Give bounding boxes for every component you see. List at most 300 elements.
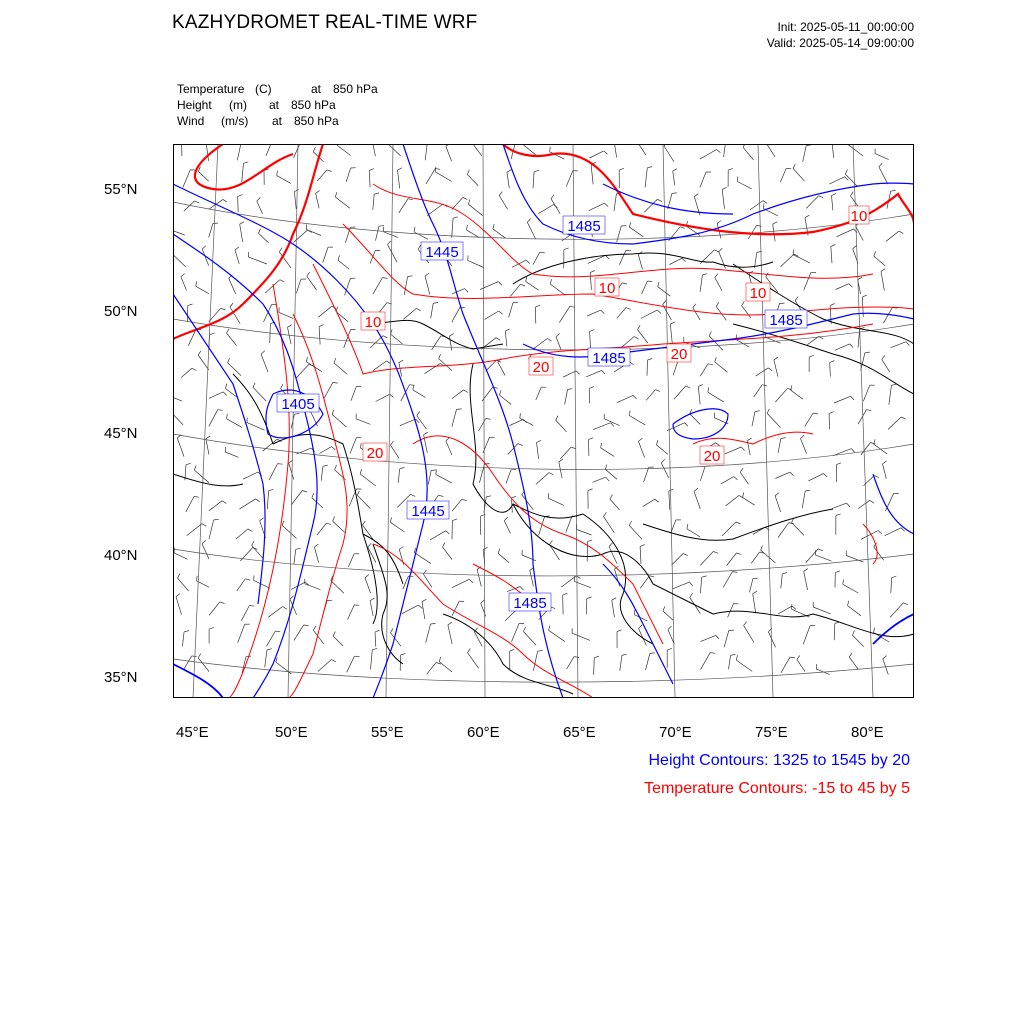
wind-barb-flag: [792, 606, 796, 609]
wind-barb-flag: [327, 170, 332, 172]
svg-text:10: 10: [598, 280, 616, 297]
wind-barb-flag: [862, 295, 867, 297]
wind-barb-flag: [413, 385, 414, 390]
wind-barb: [767, 413, 781, 427]
wind-barb: [806, 549, 818, 563]
wind-barb-flag: [655, 390, 660, 392]
wind-barb: [728, 604, 734, 618]
wind-barb: [722, 190, 724, 209]
wind-barb: [452, 499, 462, 511]
wind-barb-flag: [559, 459, 563, 462]
wind-barb-flag: [851, 192, 854, 196]
wind-barb-flag: [901, 417, 906, 419]
wind-barb: [413, 390, 426, 398]
wind-barb: [589, 389, 590, 404]
wind-barb-flag: [214, 519, 219, 520]
wind-barb: [801, 439, 807, 454]
wind-barb-flag: [687, 524, 688, 529]
lon-label-45: 45°E: [176, 724, 209, 741]
wind-barb: [479, 419, 486, 432]
wind-barb-flag: [702, 576, 707, 577]
wind-barb: [248, 257, 267, 264]
wind-barb: [672, 554, 684, 566]
wind-barb-flag: [335, 192, 337, 197]
wind-barb-flag: [797, 656, 800, 660]
wind-barb: [605, 469, 617, 479]
wind-barb-flag: [504, 517, 507, 521]
wind-barb: [641, 310, 658, 318]
wind-barb: [858, 410, 866, 425]
wind-barb: [620, 655, 622, 670]
wind-barb-flag: [715, 274, 718, 278]
wind-barb: [177, 438, 184, 457]
temperature-label: [849, 206, 869, 225]
wind-barb-flag: [715, 357, 717, 362]
wind-barb-flag: [537, 440, 542, 442]
wind-barb-flag: [693, 304, 696, 308]
wind-barb-flag: [753, 578, 758, 579]
wind-barb-flag: [744, 622, 747, 626]
wind-barb: [874, 256, 885, 266]
wind-barb: [724, 144, 726, 157]
wind-barb: [373, 194, 374, 210]
wind-barb: [752, 412, 755, 427]
wind-barb-flag: [338, 255, 340, 260]
wind-barb: [347, 656, 355, 672]
wind-barb-flag: [656, 440, 658, 445]
wind-barb-flag: [903, 603, 908, 605]
wind-barb: [638, 255, 642, 270]
height-label: [421, 242, 463, 261]
wind-barb-flag: [650, 576, 655, 577]
wind-barb: [425, 363, 441, 373]
wind-barb: [423, 574, 432, 587]
wind-barb-flag: [296, 548, 301, 549]
wind-barb-flag: [737, 177, 738, 182]
wind-barb: [780, 169, 786, 183]
wind-barb-flag: [549, 626, 550, 631]
wind-barb-flag: [269, 489, 274, 490]
wind-barb-flag: [319, 325, 324, 327]
wind-barb: [235, 250, 239, 264]
wind-barb-flag: [658, 282, 659, 287]
wind-barb-flag: [372, 648, 377, 649]
wind-barb: [643, 499, 655, 506]
wind-barb: [778, 523, 789, 538]
wind-barb: [357, 495, 370, 508]
wind-barb-flag: [333, 517, 335, 522]
wind-barb: [724, 631, 729, 648]
wind-barb-flag: [435, 167, 436, 172]
wind-barb-flag: [256, 499, 260, 502]
wind-barb-flag: [851, 396, 854, 400]
wind-barb-flag: [788, 388, 793, 390]
wind-barb: [861, 443, 871, 456]
wind-barb: [586, 370, 601, 376]
wind-barb: [550, 284, 565, 295]
wind-barb: [350, 438, 356, 454]
wind-barb-flag: [602, 370, 606, 374]
forecast-times: [767, 19, 914, 51]
wind-barb-flag: [845, 170, 847, 175]
wind-barb: [617, 308, 626, 319]
wind-barb: [640, 547, 641, 564]
wind-barb: [225, 452, 238, 457]
wind-barb: [673, 171, 675, 185]
wind-barb-flag: [667, 648, 672, 650]
wind-barb-flag: [604, 151, 608, 154]
wind-barb: [181, 368, 192, 377]
wind-barb-flag: [590, 271, 595, 273]
wind-barb: [663, 611, 673, 621]
wind-barb: [277, 176, 291, 184]
wind-barb-flag: [527, 219, 530, 223]
wind-barb: [370, 601, 373, 616]
wind-barb: [253, 387, 266, 401]
wind-barb: [332, 414, 346, 427]
wind-barb: [282, 525, 296, 538]
height-label: [588, 348, 630, 367]
wind-barb-flag: [314, 544, 318, 547]
wind-barb: [306, 229, 321, 235]
wind-barb: [647, 360, 648, 376]
temperature-label: [746, 283, 770, 302]
wind-barb: [480, 282, 498, 290]
wind-barb-flag: [275, 631, 280, 632]
wind-barb-flag: [731, 654, 736, 655]
wind-barb: [742, 306, 751, 318]
wind-barb-flag: [550, 147, 551, 152]
wind-barb: [312, 498, 323, 508]
wind-barb: [498, 553, 509, 562]
wind-barb-flag: [809, 355, 814, 357]
wind-barb-flag: [332, 447, 336, 450]
wind-barb-flag: [640, 545, 645, 547]
wind-barb: [178, 578, 189, 591]
wind-barb-flag: [390, 628, 393, 632]
wind-barb-flag: [178, 574, 180, 578]
wind-barb: [510, 419, 524, 425]
wind-barb: [577, 530, 592, 536]
wind-barb-flag: [858, 277, 862, 280]
wind-barb-flag: [390, 517, 391, 522]
wind-barb-flag: [843, 579, 844, 584]
wind-barb-flag: [717, 150, 721, 153]
wind-barb: [852, 635, 863, 647]
wind-barb: [485, 311, 499, 319]
wind-barb: [548, 498, 564, 505]
wind-barb: [183, 170, 190, 188]
wind-barb-flag: [574, 657, 579, 658]
wind-barb: [428, 471, 431, 485]
wind-barb-flag: [716, 635, 719, 639]
map-panel: [173, 144, 914, 698]
wind-barb: [498, 362, 505, 375]
wind-barb: [743, 497, 755, 505]
wind-barb-flag: [612, 598, 616, 601]
wind-barb-flag: [221, 308, 226, 310]
wind-barb-flag: [854, 229, 858, 233]
wind-barb-flag: [743, 493, 744, 498]
wind-barb-flag: [304, 625, 309, 626]
field-list: [177, 81, 378, 129]
wind-barb: [775, 472, 790, 478]
wind-barb: [832, 196, 833, 211]
height-label: [407, 501, 449, 520]
wind-barb: [240, 224, 243, 242]
wind-barb: [889, 385, 892, 404]
wind-barb: [318, 660, 332, 672]
wind-barb: [740, 472, 748, 484]
wind-barb-flag: [830, 361, 835, 363]
wind-barb-flag: [414, 548, 415, 553]
wind-barb-flag: [874, 475, 879, 477]
wind-barb: [891, 342, 907, 348]
wind-barb: [467, 174, 478, 185]
wind-barb-flag: [431, 623, 436, 624]
wind-barb: [802, 491, 805, 508]
wind-barb-flag: [837, 463, 842, 465]
wind-barb: [468, 653, 479, 669]
wind-barb: [452, 198, 463, 210]
wind-barb-flag: [845, 177, 849, 181]
wind-barb: [386, 144, 400, 156]
wind-barb: [209, 501, 222, 511]
wind-barb-flag: [874, 251, 876, 256]
temperature-label: [700, 446, 724, 465]
wind-barb: [594, 658, 595, 675]
temperature-label: [595, 278, 619, 297]
wind-barb-flag: [197, 576, 198, 581]
wind-barb: [891, 578, 892, 593]
wind-barb-flag: [261, 351, 265, 354]
wind-barb-flag: [661, 459, 664, 463]
wind-barb-flag: [629, 521, 631, 526]
temperature-label: [667, 344, 691, 363]
wind-barb: [432, 336, 441, 350]
wind-barb-flag: [549, 473, 554, 475]
wind-barb: [198, 658, 209, 672]
wind-barb: [507, 172, 509, 188]
wind-barb-flag: [790, 472, 794, 476]
wind-barb-flag: [680, 227, 685, 229]
wind-barb: [639, 441, 645, 457]
wind-barb-flag: [510, 649, 515, 651]
wind-barb: [725, 447, 741, 454]
wind-barb: [849, 657, 858, 669]
wind-barb-flag: [439, 495, 444, 496]
wind-barb-flag: [851, 449, 854, 453]
wind-barb-flag: [601, 443, 602, 448]
wind-barb: [337, 146, 350, 156]
wind-barb: [761, 550, 776, 563]
wind-barb-flag: [736, 522, 741, 524]
wind-barb: [778, 439, 781, 454]
wind-barb: [614, 194, 616, 211]
wind-barb-flag: [333, 632, 335, 637]
wind-barb-flag: [383, 336, 388, 338]
wind-barb-flag: [468, 649, 471, 653]
wind-barb-flag: [538, 651, 543, 652]
wind-barb: [414, 232, 428, 239]
wind-barb-flag: [570, 306, 575, 307]
wind-barb: [524, 145, 536, 155]
wind-barb: [736, 339, 749, 347]
wind-barb-flag: [260, 518, 264, 521]
field-temperature: Temperature (C) at 850 hPa: [177, 82, 378, 96]
wind-barb: [209, 520, 214, 539]
wind-barb: [323, 247, 328, 263]
wind-barb-flag: [186, 463, 191, 464]
wind-barb-flag: [512, 496, 517, 498]
wind-barb: [206, 439, 209, 455]
wind-barb: [266, 144, 271, 156]
wind-barb: [369, 171, 370, 188]
wind-barb: [601, 448, 615, 457]
wind-barb: [400, 419, 416, 426]
wind-barb-flag: [498, 549, 500, 554]
wind-barb: [743, 147, 754, 160]
wind-barb-flag: [801, 435, 805, 438]
wind-barb: [239, 499, 255, 509]
wind-barb: [452, 409, 457, 426]
wind-barb: [183, 656, 191, 670]
lat-label-55: 55°N: [104, 181, 138, 198]
wind-barb-flag: [556, 333, 560, 336]
wind-barb-flag: [249, 606, 254, 607]
wind-barb-flag: [448, 622, 452, 625]
wind-barb: [318, 306, 332, 317]
svg-text:1445: 1445: [411, 503, 445, 520]
wind-barb: [566, 516, 572, 533]
wind-barb: [173, 229, 185, 235]
wind-barb: [523, 632, 536, 646]
wind-barb: [629, 525, 642, 539]
wind-barb: [668, 193, 672, 209]
wind-barb-flag: [743, 144, 745, 147]
wind-barb-flag: [173, 249, 174, 254]
wind-barb: [227, 333, 237, 346]
wind-barb: [550, 545, 560, 560]
wind-barb-flag: [657, 310, 661, 313]
wind-barb: [726, 495, 739, 505]
wind-barb-flag: [469, 579, 473, 583]
wind-barb: [845, 174, 858, 187]
wind-barb: [530, 570, 534, 586]
wind-barb: [593, 423, 610, 430]
wind-barb-flag: [463, 198, 468, 200]
wind-barb-flag: [881, 269, 885, 272]
wind-barb: [296, 279, 301, 293]
svg-text:10: 10: [850, 208, 868, 225]
wind-barb-flag: [370, 598, 374, 601]
wind-barb: [836, 229, 853, 237]
wind-barb-flag: [793, 164, 795, 168]
wind-barb-flag: [280, 280, 285, 282]
wind-barb-flag: [871, 443, 876, 445]
wind-barb: [236, 529, 248, 539]
wind-barb: [452, 390, 464, 399]
wind-barb: [781, 574, 783, 589]
wind-barb: [427, 204, 443, 216]
wind-barb-flag: [379, 226, 384, 227]
wind-barb-flag: [244, 162, 249, 163]
wind-barb: [813, 607, 830, 614]
wind-barb-flag: [227, 414, 228, 419]
wind-barb: [294, 144, 300, 158]
wind-barb-flag: [399, 360, 403, 363]
wind-barb-flag: [847, 503, 850, 507]
wind-barb: [700, 150, 717, 160]
wind-barb: [296, 364, 309, 378]
wind-barb-flag: [462, 499, 467, 501]
wind-barb-flag: [505, 329, 509, 331]
wind-barb-flag: [551, 195, 554, 199]
wind-barb: [229, 278, 236, 294]
wind-barb: [365, 578, 371, 593]
wind-barb: [793, 168, 805, 181]
wind-barb-flag: [500, 390, 502, 395]
wind-barb-flag: [283, 607, 287, 610]
wind-barb-flag: [192, 368, 196, 370]
wind-barb-flag: [773, 222, 777, 224]
wind-barb-flag: [761, 546, 763, 551]
wind-barb: [241, 606, 249, 621]
height-label: [563, 216, 605, 235]
wind-barb: [670, 324, 672, 344]
wind-barb-flag: [390, 394, 394, 397]
wind-barb: [644, 467, 649, 482]
wind-barb: [435, 172, 452, 182]
wind-barb: [888, 417, 901, 429]
wind-barb-flag: [365, 575, 369, 578]
wind-barb-flag: [819, 196, 824, 198]
wind-barb-flag: [568, 389, 573, 390]
wind-barb: [202, 544, 209, 559]
wind-barb: [360, 474, 376, 486]
wind-barb-flag: [225, 384, 226, 389]
wind-barb: [590, 151, 604, 158]
wind-barb: [834, 624, 835, 641]
wind-barb-flag: [259, 229, 261, 234]
wind-barb: [537, 443, 539, 459]
wind-barb-flag: [590, 330, 595, 332]
svg-text:1485: 1485: [769, 312, 803, 329]
wind-barb: [426, 624, 431, 643]
wind-barb: [452, 579, 469, 587]
wind-barb: [614, 144, 617, 158]
wind-barb: [520, 418, 533, 425]
temperature-label: [363, 443, 387, 462]
wind-barb: [754, 385, 763, 397]
wind-barb: [751, 552, 760, 563]
svg-text:10: 10: [749, 285, 767, 302]
wind-barb: [265, 280, 280, 293]
wind-barb-flag: [257, 198, 261, 202]
wind-barb-flag: [694, 488, 698, 491]
wind-barb: [700, 275, 702, 292]
wind-barb: [404, 277, 407, 295]
wind-barb-flag: [184, 631, 189, 632]
wind-barb-flag: [198, 351, 201, 355]
wind-barb-flag: [465, 289, 468, 293]
wind-barb-flag: [399, 547, 403, 550]
wind-barb-flag: [805, 490, 810, 491]
wind-barb: [694, 491, 700, 509]
wind-barb-flag: [446, 144, 450, 146]
wind-barb-flag: [576, 371, 580, 375]
wind-barb-flag: [486, 419, 491, 420]
